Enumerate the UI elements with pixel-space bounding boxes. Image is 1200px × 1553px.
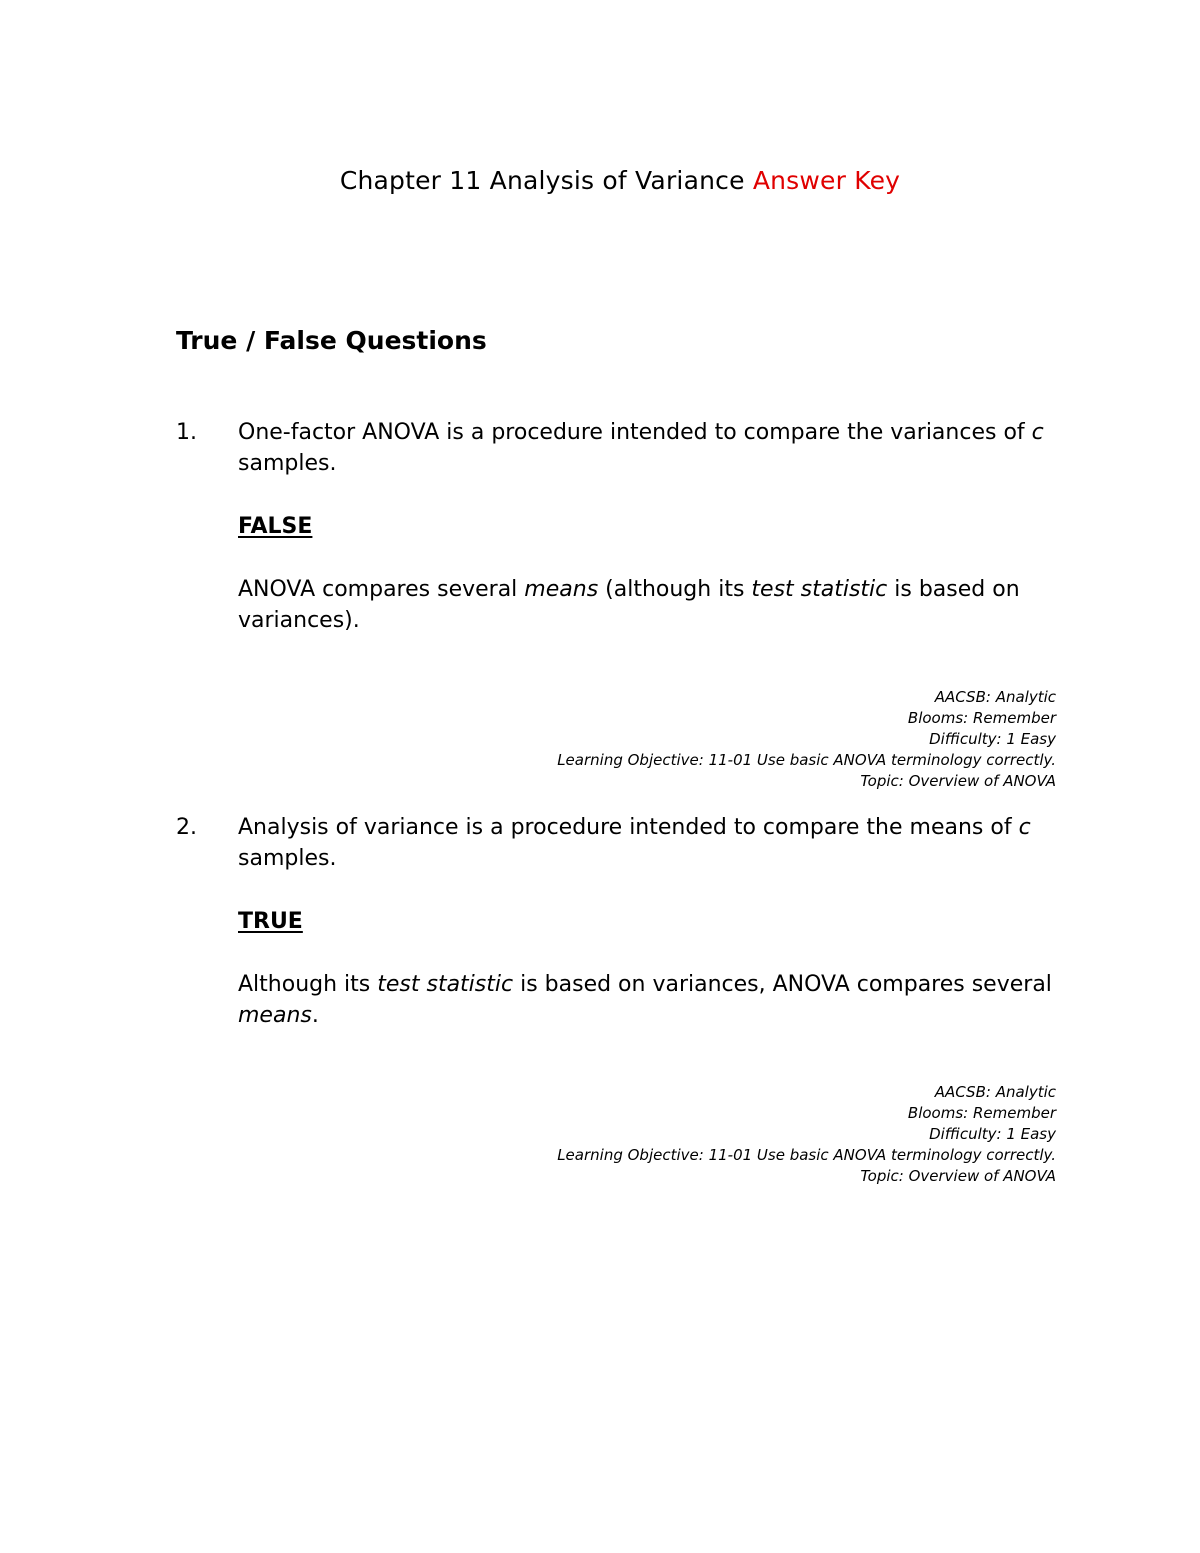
page-title-accent: Answer Key <box>752 166 901 195</box>
meta-topic: Topic: Overview of ANOVA <box>860 772 1056 790</box>
explanation-italic: test statistic <box>751 577 888 602</box>
question-answer: FALSE <box>238 514 313 539</box>
question-text-part: samples. <box>238 846 337 871</box>
section-heading: True / False Questions <box>176 326 487 355</box>
explanation-part: ANOVA compares several <box>238 577 525 602</box>
explanation-italic: means <box>238 1003 312 1028</box>
meta-aacsb: AACSB: Analytic <box>934 688 1056 706</box>
question-1-metadata <box>557 687 1056 792</box>
question-explanation <box>238 969 1066 1031</box>
meta-aacsb: AACSB: Analytic <box>934 1083 1056 1101</box>
page-title <box>0 165 1200 197</box>
question-2-metadata <box>557 1082 1056 1187</box>
explanation-part: (although its <box>598 577 752 602</box>
question-explanation <box>238 574 1066 636</box>
explanation-part: is based on variances, ANOVA compares several <box>513 972 1052 997</box>
explanation-part: Although its <box>238 972 378 997</box>
question-text-italic: c <box>1031 420 1044 445</box>
meta-topic: Topic: Overview of ANOVA <box>860 1167 1056 1185</box>
meta-difficulty: Difficulty: 1 Easy <box>929 1125 1056 1143</box>
question-number: 2. <box>176 815 197 840</box>
page-title-main: Chapter 11 Analysis of Variance <box>339 166 753 195</box>
explanation-italic: means <box>524 577 599 602</box>
question-text <box>238 812 1066 874</box>
meta-blooms: Blooms: Remember <box>907 1104 1056 1122</box>
question-answer: TRUE <box>238 909 303 934</box>
meta-blooms: Blooms: Remember <box>907 709 1056 727</box>
question-text-italic: c <box>1018 815 1031 840</box>
question-text-part: One-factor ANOVA is a procedure intended to compare the variances of <box>238 420 1032 445</box>
explanation-part: is based on variances). <box>238 577 1020 633</box>
question-text-part: samples. <box>238 451 337 476</box>
meta-objective: Learning Objective: 11-01 Use basic ANOVA terminology correctly. <box>557 1146 1056 1164</box>
explanation-italic: test statistic <box>377 972 514 997</box>
question-body <box>238 417 1066 636</box>
question-text <box>238 417 1066 479</box>
question-number: 1. <box>176 420 197 445</box>
explanation-part: . <box>311 1003 319 1028</box>
meta-objective: Learning Objective: 11-01 Use basic ANOVA terminology correctly. <box>557 751 1056 769</box>
meta-difficulty: Difficulty: 1 Easy <box>929 730 1056 748</box>
question-body <box>238 812 1066 1031</box>
question-text-part: Analysis of variance is a procedure intended to compare the means of <box>238 815 1019 840</box>
